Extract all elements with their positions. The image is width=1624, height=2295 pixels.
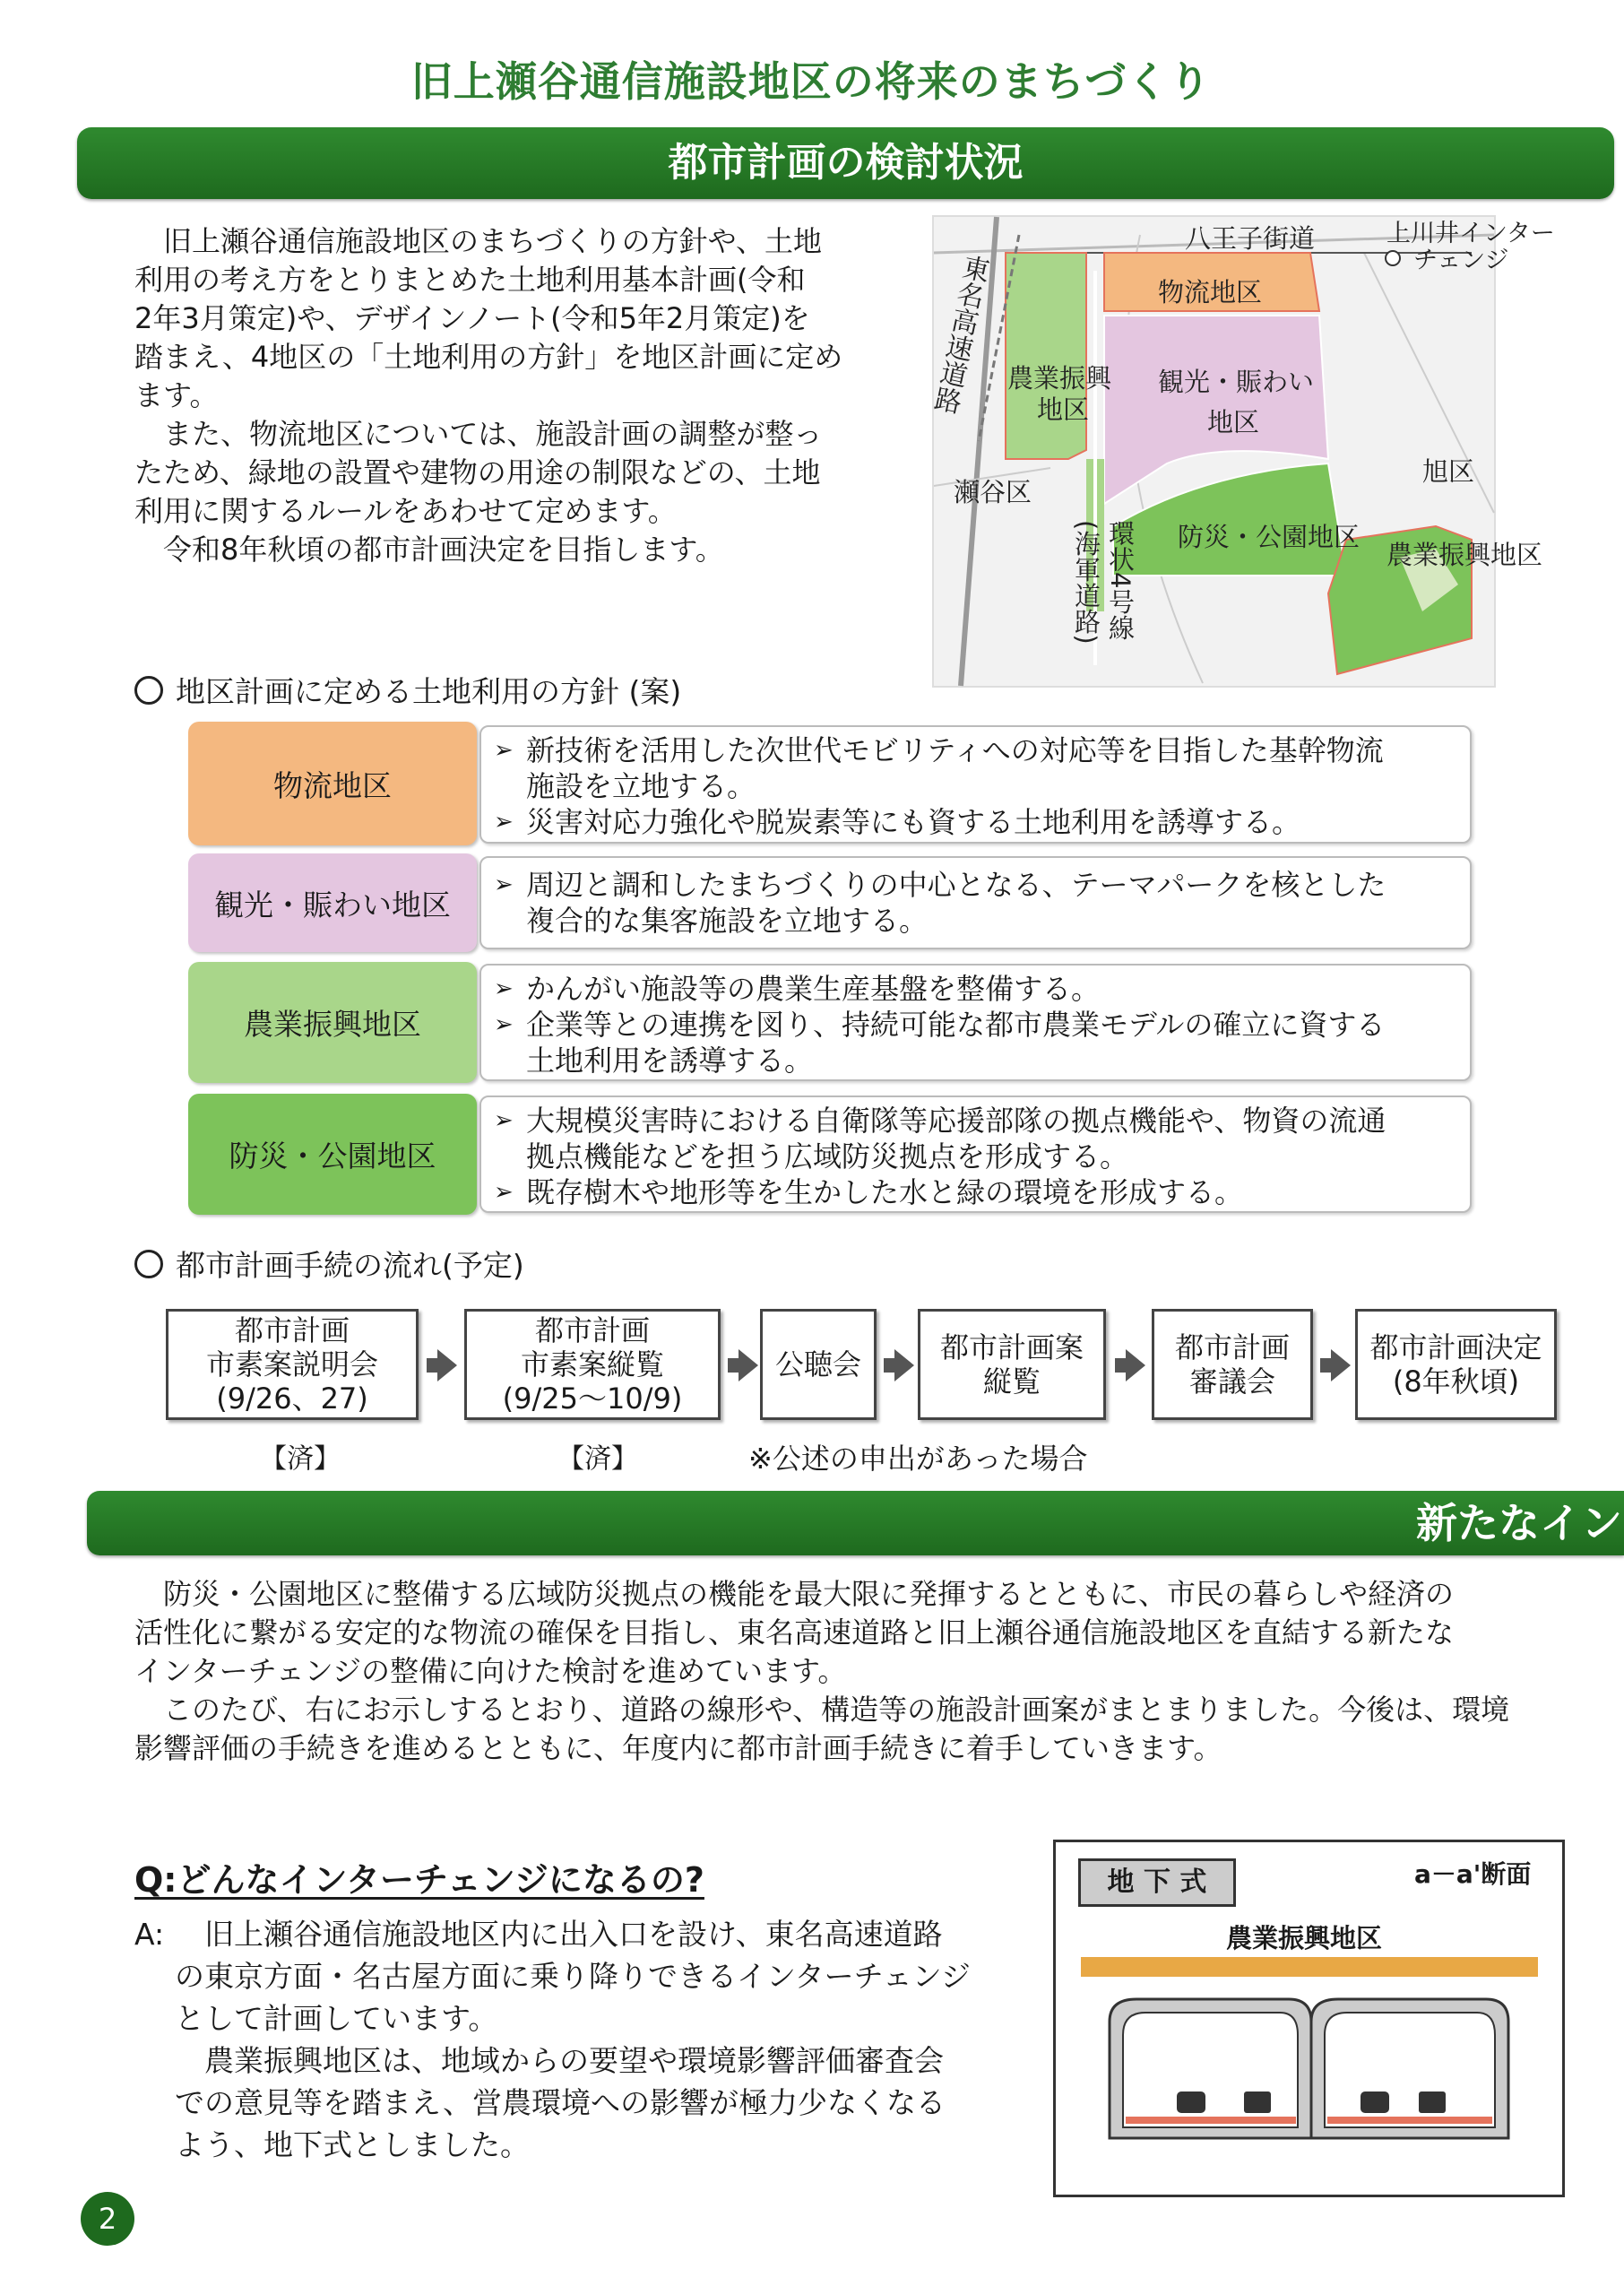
diagram-type-label: 地 下 式 (1078, 1858, 1236, 1907)
map-label-nougyou-w2: 地区 (1037, 394, 1090, 425)
answer-line: として計画しています。 (175, 2001, 498, 2036)
map-label-asahi: 旭区 (1422, 456, 1475, 487)
policy-bullet (494, 971, 1457, 1007)
flow-step-line: 都市計画 (234, 1313, 350, 1347)
question-title: Q:どんなインターチェンジになるの? (134, 1860, 704, 1900)
flow-step-5 (1152, 1309, 1313, 1420)
circle-bullet-icon (134, 1250, 163, 1278)
policy-bullet (494, 732, 1457, 804)
diagram-section-label: a－a'断面 (1414, 1859, 1532, 1889)
arrow-icon: ➢ (494, 1011, 514, 1038)
map-label-hachioji: 八王子街道 (1185, 223, 1316, 254)
policy-line: 大規模災害時における自衛隊等応援部隊の拠点機能や、物資の流通 (526, 1104, 1386, 1138)
intro-line: ます。 (134, 378, 219, 412)
tunnel-graphic (1056, 1842, 1562, 2195)
district-label-butsuryu: 物流地区 (188, 722, 477, 845)
map-label-kanjo: 環状4号線 (1105, 520, 1136, 641)
map-label-seya: 瀬谷区 (954, 477, 1032, 507)
flow-step-1 (166, 1309, 419, 1420)
ic-paragraph (134, 1575, 1586, 1768)
flow-step-4 (918, 1309, 1106, 1420)
flow-step-line: 都市計画案 (939, 1330, 1084, 1364)
policy-bullet (494, 1007, 1457, 1078)
map-label-ic-2: チェンジ (1413, 247, 1509, 274)
intro-paragraph (134, 222, 905, 569)
policy-line: 既存樹木や地形等を生かした水と緑の環境を形成する。 (526, 1175, 1244, 1209)
arrow-icon: ➢ (494, 871, 514, 898)
policy-line: 施設を立地する。 (526, 769, 756, 803)
answer-line: での意見等を踏まえ、営農環境への影響が極力少なくなる (175, 2085, 946, 2120)
policy-line: 企業等との連携を図り、持続可能な都市農業モデルの確立に資する (526, 1008, 1386, 1042)
policy-line: 新技術を活用した次世代モビリティへの対応等を目指した基幹物流 (526, 733, 1384, 767)
intro-line: 利用の考え方をとりまとめた土地利用基本計画(令和 (134, 263, 806, 297)
flow-step-2 (464, 1309, 721, 1420)
arrow-icon: ➢ (494, 737, 514, 764)
section-header-urban-planning: 都市計画の検討状況 (77, 127, 1614, 199)
policy-bullet (494, 1174, 1457, 1210)
policy-heading (134, 674, 681, 710)
flow-step-line: (9/25～10/9) (502, 1381, 683, 1416)
map-label-kankou-1: 観光・賑わい (1158, 367, 1315, 397)
flow-note: ※公述の申出があった場合 (748, 1442, 1088, 1476)
ic-line: このたび、右にお示しするとおり、道路の線形や、構造等の施設計画案がまとまりました。今後は、環境 (163, 1693, 1510, 1727)
district-desc-butsuryu (479, 725, 1472, 844)
flow-step-line: (9/26、27) (216, 1381, 368, 1416)
flow-step-3 (760, 1309, 877, 1420)
district-desc-kankou (479, 856, 1472, 949)
map-label-kankou-2: 地区 (1207, 407, 1260, 437)
policy-bullet (494, 804, 1457, 840)
policy-line: かんがい施設等の農業生産基盤を整備する。 (526, 972, 1101, 1006)
district-map (927, 215, 1555, 688)
ic-line: インターチェンジの整備に向けた検討を進めています。 (134, 1654, 847, 1688)
flow-step-line: 公聴会 (774, 1347, 861, 1381)
section-header-new-ic: 新たなイン (87, 1491, 1624, 1555)
policy-line: 災害対応力強化や脱炭素等にも資する土地利用を誘導する。 (526, 805, 1301, 839)
answer-line: 旧上瀬谷通信施設地区内に出入口を設け、東名高速道路 (204, 1917, 943, 1952)
flow-done-label-1: 【済】 (260, 1443, 341, 1475)
policy-line: 拠点機能などを担う広域防災拠点を形成する。 (526, 1139, 1129, 1173)
ic-line: 影響評価の手続きを進めるとともに、年度内に都市計画手続きに着手していきます。 (134, 1731, 1222, 1765)
intro-line: たため、緑地の設置や建物の用途の制限などの、土地 (134, 455, 821, 489)
policy-line: 周辺と調和したまちづくりの中心となる、テーマパークを核とした (526, 868, 1386, 902)
flow-arrow-icon (884, 1349, 914, 1381)
flow-arrow-icon (1115, 1349, 1145, 1381)
district-label-bousai: 防災・公園地区 (188, 1094, 477, 1215)
answer-label: A: (134, 1917, 165, 1952)
ic-line: 防災・公園地区に整備する広域防災拠点の機能を最大限に発揮するとともに、市民の暮らしや経済の (163, 1577, 1455, 1611)
flow-arrow-icon (427, 1349, 457, 1381)
policy-line: 土地利用を誘導する。 (526, 1044, 814, 1078)
policy-bullet (494, 867, 1457, 939)
intro-line: 旧上瀬谷通信施設地区のまちづくりの方針や、土地 (163, 224, 823, 258)
page-title: 旧上瀬谷通信施設地区の将来のまちづくり (410, 57, 1212, 106)
flow-step-line: 都市計画決定 (1369, 1330, 1542, 1364)
intro-line: 利用に関するルールをあわせて定めます。 (134, 494, 677, 528)
answer-text (175, 1913, 999, 2166)
flow-step-line: 都市計画 (1174, 1330, 1290, 1364)
policy-line: 複合的な集客施設を立地する。 (526, 904, 929, 938)
flow-step-6 (1355, 1309, 1557, 1420)
map-label-tomei: 東名高速道路 (927, 251, 992, 416)
map-label-kaigun: (海軍道路) (1071, 520, 1101, 645)
circle-bullet-icon (134, 676, 163, 705)
intro-line: 2年3月策定)や、デザインノート(令和5年2月策定)を (134, 301, 810, 335)
district-label-nougyou: 農業振興地区 (188, 962, 477, 1083)
intro-line: また、物流地区については、施設計画の調整が整っ (163, 417, 823, 451)
district-label-kankou: 観光・賑わい地区 (188, 853, 477, 952)
flow-arrow-icon (728, 1349, 758, 1381)
flow-step-line: 審議会 (1188, 1364, 1275, 1399)
flow-step-line: 都市計画 (534, 1313, 650, 1347)
flow-step-line: 市素案縦覧 (520, 1347, 664, 1381)
ic-line: 活性化に繋がる安定的な物流の確保を目指し、東名高速道路と旧上瀬谷通信施設地区を直結する新たな (134, 1615, 1455, 1650)
policy-bullet (494, 1103, 1457, 1174)
map-label-nougyou-e: 農業振興地区 (1386, 540, 1543, 570)
arrow-icon: ➢ (494, 975, 514, 1002)
diagram-area-label: 農業振興地区 (1226, 1923, 1383, 1953)
flow-heading (134, 1248, 524, 1284)
intro-line: 踏まえ、4地区の「土地利用の方針」を地区計画に定め (134, 340, 843, 374)
map-label-nougyou-w1: 農業振興 (1007, 363, 1112, 394)
intro-line: 令和8年秋頃の都市計画決定を目指します。 (163, 533, 724, 567)
arrow-icon: ➢ (494, 809, 514, 836)
flow-step-line: 市素案説明会 (205, 1347, 378, 1381)
map-label-ic-1: 上川井インター (1386, 220, 1555, 247)
answer-line: の東京方面・名古屋方面に乗り降りできるインターチェンジ (175, 1959, 971, 1994)
policy-heading-text: 地区計画に定める土地利用の方針 (案) (176, 674, 682, 709)
cross-section-diagram (1053, 1840, 1565, 2197)
answer-line: よう、地下式としました。 (175, 2127, 530, 2162)
district-desc-nougyou (479, 964, 1472, 1081)
flow-arrow-icon (1320, 1349, 1351, 1381)
flow-heading-text: 都市計画手続の流れ(予定) (176, 1248, 524, 1283)
flow-step-line: (8年秋頃) (1392, 1364, 1520, 1399)
district-desc-bousai (479, 1096, 1472, 1213)
map-label-butsuryu: 物流地区 (1158, 277, 1263, 307)
answer-line: 農業振興地区は、地域からの要望や環境影響評価審査会 (204, 2043, 944, 2078)
map-label-bousai: 防災・公園地区 (1178, 522, 1361, 552)
flow-done-label-2: 【済】 (557, 1443, 638, 1475)
page-number: 2 (81, 2192, 134, 2246)
flow-step-line: 縦覧 (982, 1364, 1041, 1399)
arrow-icon: ➢ (494, 1107, 514, 1134)
arrow-icon: ➢ (494, 1179, 514, 1206)
